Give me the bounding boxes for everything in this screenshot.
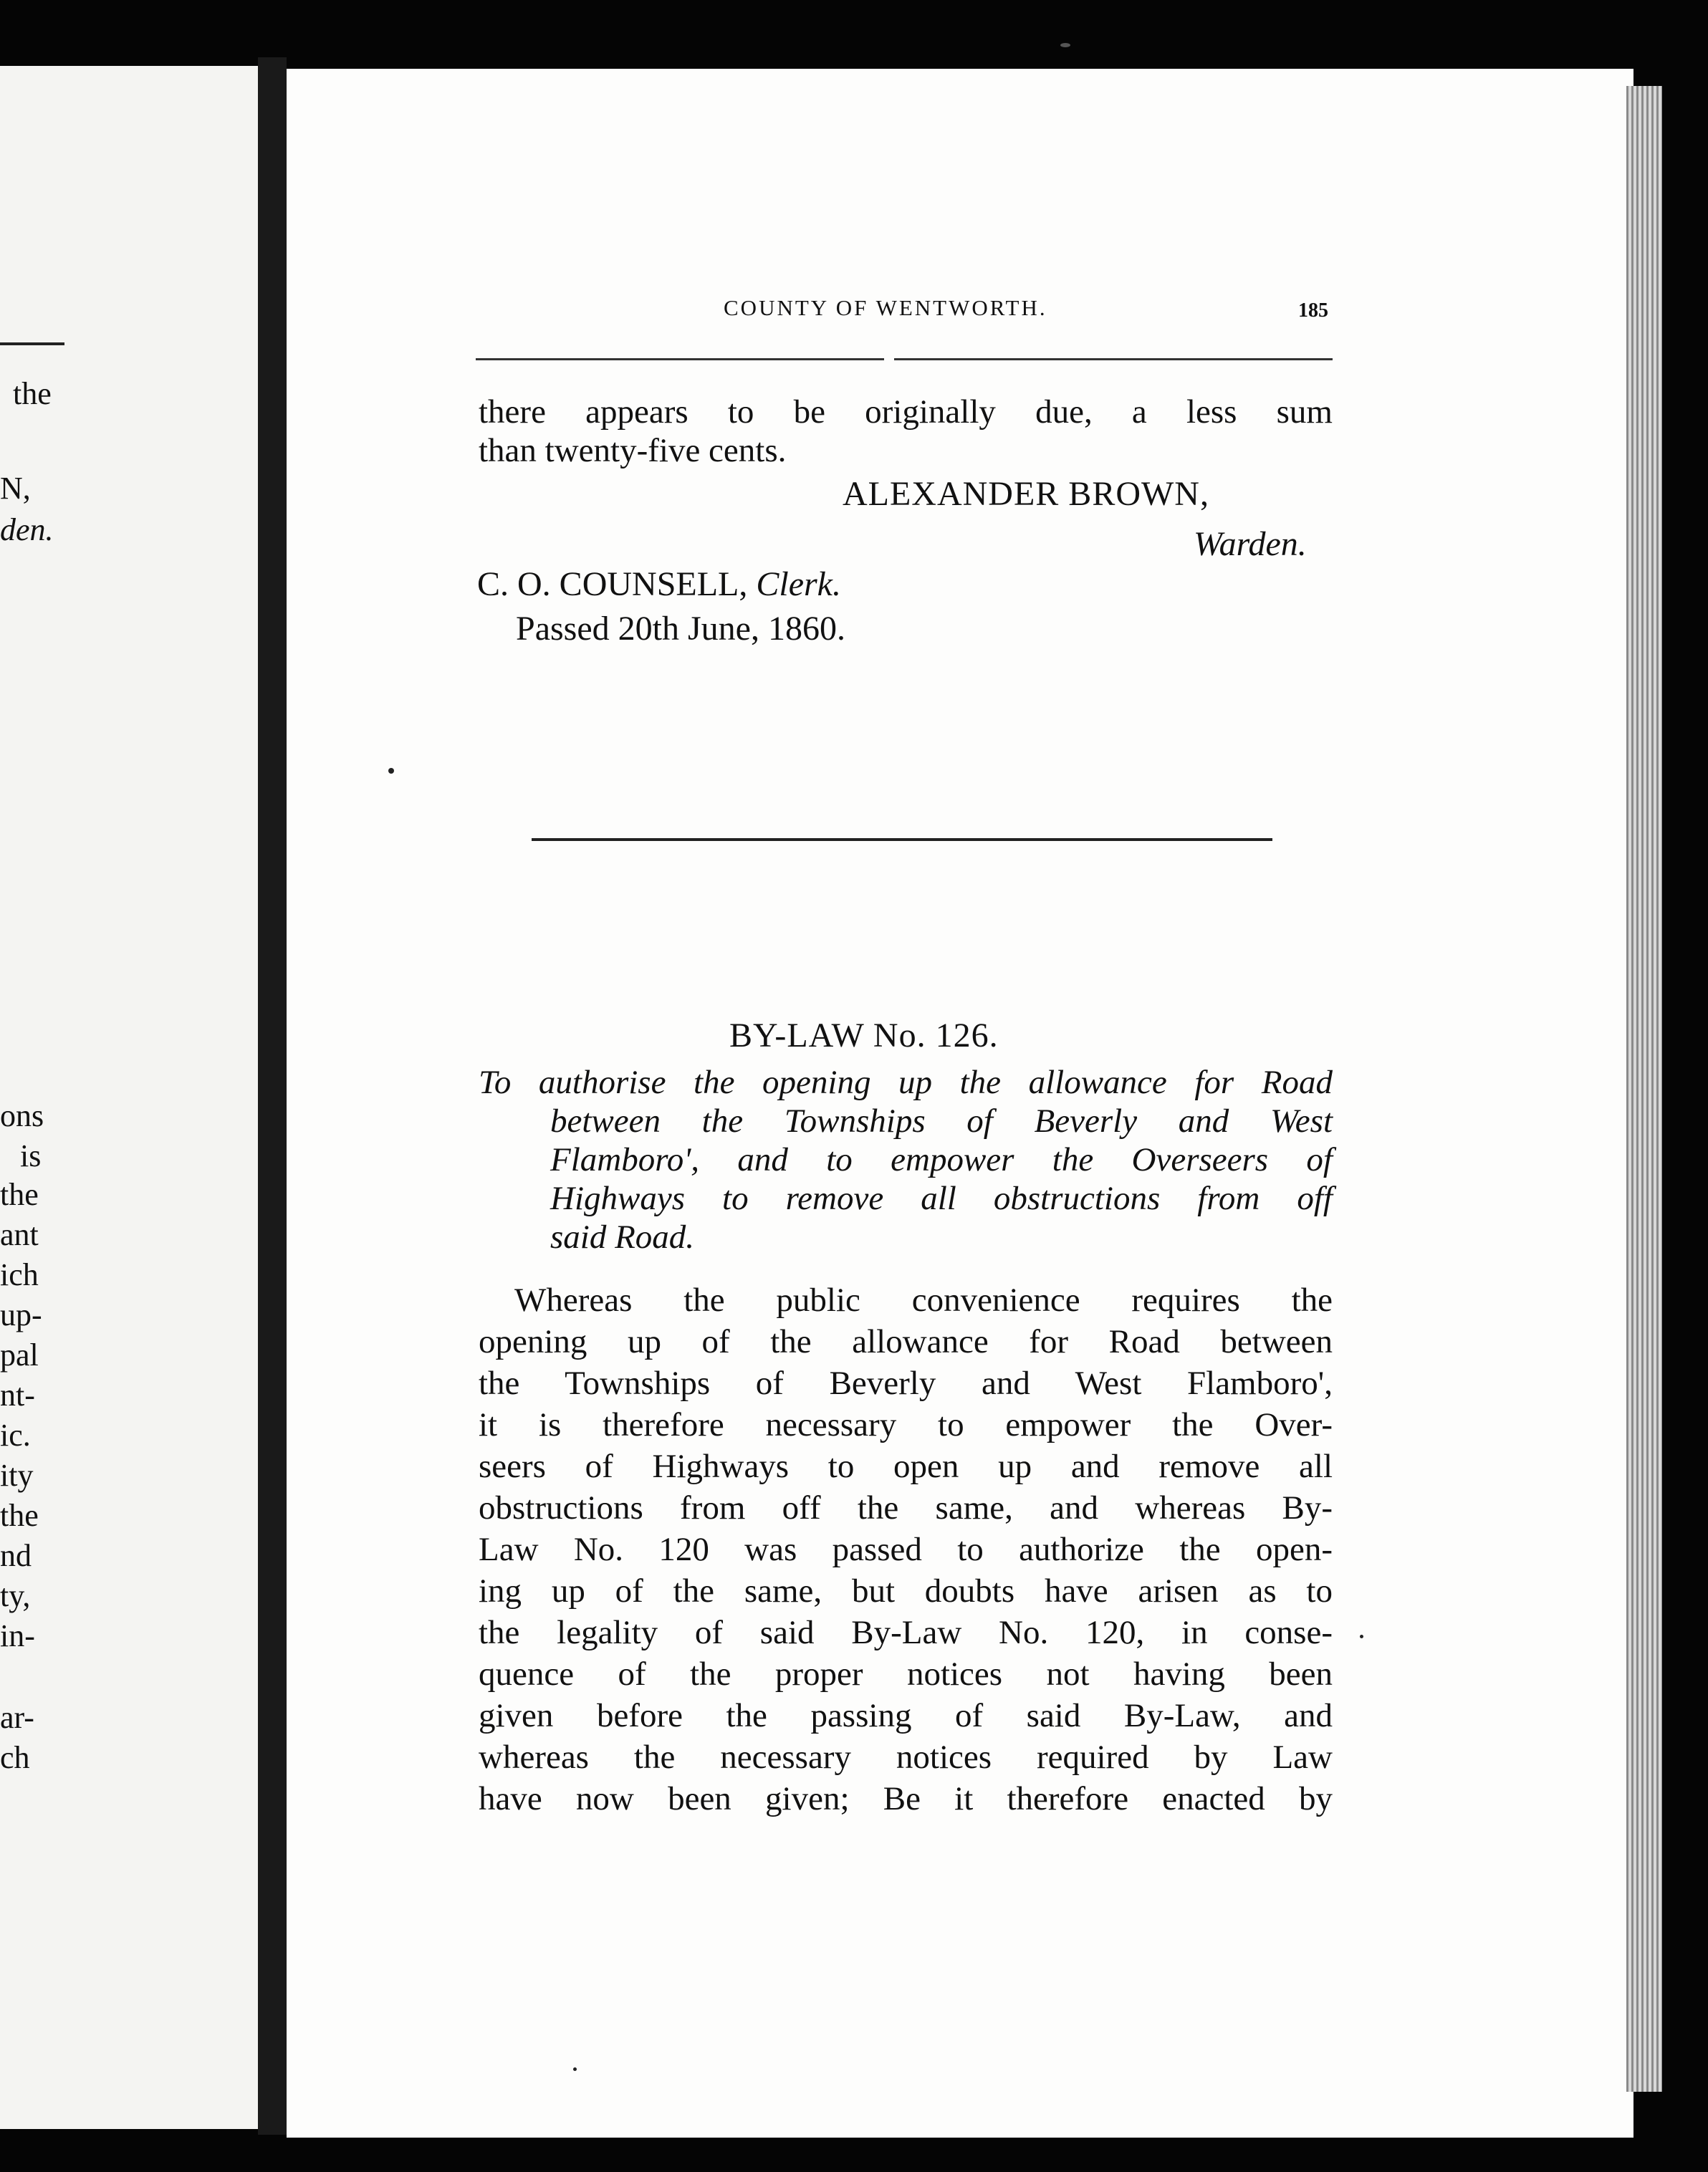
body-line: Law No. 120 was passed to authorize the open- (479, 1531, 1333, 1568)
previous-page-fragment: ity (0, 1458, 34, 1493)
body-line: have now been given; Be it therefore enacted by (479, 1780, 1333, 1817)
previous-page-fragment: ic. (0, 1418, 31, 1453)
previous-page-fragment: N, (0, 471, 31, 506)
previous-page-fragment: ich (0, 1257, 39, 1292)
previous-page-fragment: ar- (0, 1700, 34, 1735)
clerk-name: C. O. COUNSELL, (477, 565, 748, 603)
book-gutter (258, 57, 287, 2135)
body-line: whereas the necessary notices required by Law (479, 1739, 1333, 1776)
scan-speck (1060, 43, 1070, 47)
previous-page-fragment: den. (0, 512, 54, 547)
bylaw-title-line: said Road. (550, 1219, 695, 1256)
previous-page-fragment: ch (0, 1740, 30, 1775)
body-line: seers of Highways to open up and remove all (479, 1448, 1333, 1485)
previous-page-rule (0, 342, 64, 345)
previous-page-fragment: ons (0, 1098, 44, 1133)
page-stack-edge (1626, 86, 1662, 2092)
body-line: it is therefore necessary to empower the Over- (479, 1406, 1333, 1443)
signature-name: ALEXANDER BROWN, (843, 475, 1209, 513)
signature-title: Warden. (1194, 525, 1307, 563)
body-line: Whereas the public convenience requires the (514, 1282, 1333, 1319)
body-line: obstructions from off the same, and whereas By- (479, 1489, 1333, 1527)
scan-speck (388, 768, 394, 774)
scan-speck (1360, 1635, 1363, 1638)
text-line: there appears to be originally due, a less sum (479, 393, 1333, 431)
previous-page-fragment: in- (0, 1618, 35, 1653)
scan-speck (573, 2067, 577, 2071)
previous-page-fragment: nd (0, 1538, 32, 1573)
bylaw-title-line: Flamboro', and to empower the Overseers of (550, 1141, 1333, 1178)
bylaw-title-line: To authorise the opening up the allowance for Road (479, 1064, 1333, 1101)
running-header: COUNTY OF WENTWORTH. (724, 295, 1047, 320)
previous-page-fragment: ant (0, 1217, 39, 1252)
page-number: 185 (1298, 299, 1328, 322)
previous-page-fragment: the (0, 1498, 39, 1533)
bylaw-heading: BY-LAW No. 126. (729, 1017, 999, 1054)
previous-page-fragment: up- (0, 1297, 42, 1332)
previous-page-edge (0, 66, 279, 2129)
clerk-title: Clerk. (756, 565, 841, 603)
previous-page-fragment: pal (0, 1337, 39, 1373)
text-line: than twenty-five cents. (479, 432, 787, 469)
clerk-signature (477, 564, 841, 604)
previous-page-fragment: ty, (0, 1578, 31, 1613)
body-line: quence of the proper notices not having been (479, 1656, 1333, 1693)
bylaw-title-line: Highways to remove all obstructions from off (550, 1180, 1333, 1217)
header-rule (894, 358, 1333, 360)
passed-date: Passed 20th June, 1860. (516, 610, 845, 648)
previous-page-fragment: nt- (0, 1378, 35, 1413)
body-line: given before the passing of said By-Law, and (479, 1697, 1333, 1734)
previous-page-fragment: the (13, 376, 52, 411)
bylaw-title-line: between the Townships of Beverly and West (550, 1102, 1333, 1140)
previous-page-fragment: the (0, 1177, 39, 1212)
body-line: ing up of the same, but doubts have arisen as to (479, 1572, 1333, 1610)
body-line: the legality of said By-Law No. 120, in conse- (479, 1614, 1333, 1651)
body-line: opening up of the allowance for Road between (479, 1323, 1333, 1360)
section-divider (532, 838, 1272, 841)
body-line: the Townships of Beverly and West Flamboro', (479, 1365, 1333, 1402)
header-rule (476, 358, 884, 360)
previous-page-fragment: is (20, 1138, 42, 1173)
